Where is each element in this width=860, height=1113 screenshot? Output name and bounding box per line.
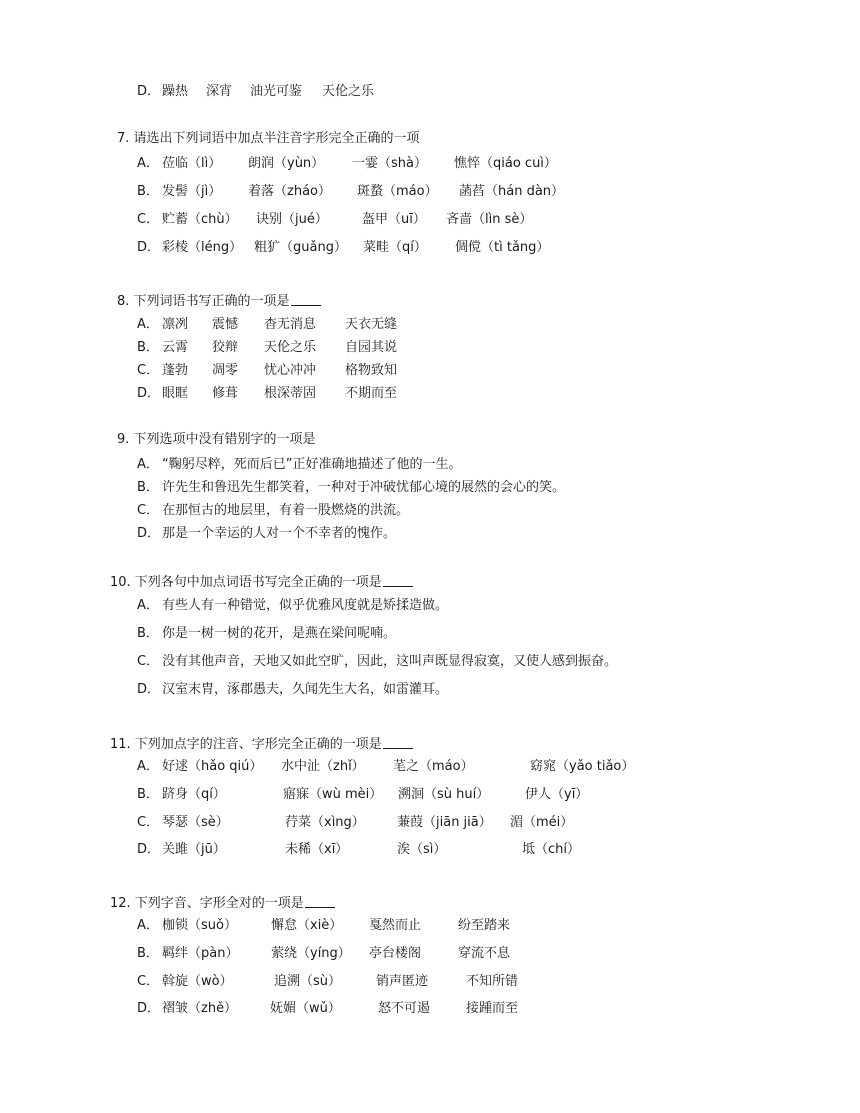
option-item: 诀别（jué） xyxy=(256,212,328,227)
option-item: 朗润（yùn） xyxy=(248,156,325,171)
option-item: 妩媚（wǔ） xyxy=(270,1001,341,1016)
option-item: 凋零 xyxy=(212,363,239,378)
option-item: 凛冽 xyxy=(162,317,189,332)
option-item: 震憾 xyxy=(212,317,239,332)
option-item: 怒不可遏 xyxy=(378,1001,431,1016)
option-item: 销声匿迹 xyxy=(376,974,429,989)
option-item: 接踵而至 xyxy=(466,1001,519,1016)
option-label: D． xyxy=(137,240,161,255)
option-text: 在那恒古的地层里，有着一股燃烧的洪流。 xyxy=(162,503,410,518)
option-row xyxy=(137,83,160,101)
answer-blank xyxy=(291,291,321,306)
option-item: 忧心冲冲 xyxy=(264,363,317,378)
option-item: 跻身（qí） xyxy=(162,787,226,802)
option-item: 眼眶 xyxy=(162,386,189,401)
option-item: 杳无消息 xyxy=(264,317,317,332)
option-item: 着落（zháo） xyxy=(248,184,331,199)
option-text: “鞠躬尽粹，死而后已”正好准确地描述了他的一生。 xyxy=(162,457,462,472)
option-label: A． xyxy=(137,457,159,472)
option-item: 修葺 xyxy=(212,386,239,401)
option-item: 窈窕（yǎo tiǎo） xyxy=(530,759,635,774)
option-label: A． xyxy=(137,317,159,332)
option-label: C． xyxy=(137,503,160,518)
option-item: 吝啬（lìn sè） xyxy=(446,212,533,227)
option-item: 关雎（jū） xyxy=(162,842,226,857)
question-stem-text: 12. 下列字音、字形全对的一项是 xyxy=(110,896,304,911)
option-label: B． xyxy=(137,946,159,961)
option-label: C． xyxy=(137,363,160,378)
option-label: B． xyxy=(137,184,159,199)
option-item: 彩棱（léng） xyxy=(162,240,243,255)
option-item: 躁热 xyxy=(162,84,189,99)
option-label: B． xyxy=(137,480,159,495)
option-label: C． xyxy=(137,815,160,830)
option-item: 贮蓄（chù） xyxy=(162,212,238,227)
option-item: 未稀（xī） xyxy=(285,842,349,857)
option-item: 戛然而止 xyxy=(369,918,422,933)
option-item: 坻（chí） xyxy=(522,842,580,857)
option-item: 纷至踏来 xyxy=(458,918,511,933)
option-item: 褶皱（zhě） xyxy=(162,1001,238,1016)
question-stem-text: 10. 下列各句中加点词语书写完全正确的一项是 xyxy=(110,575,382,590)
option-label: D． xyxy=(137,842,161,857)
option-label: B． xyxy=(137,340,159,355)
answer-blank xyxy=(383,572,413,587)
option-label: D． xyxy=(137,84,161,99)
option-item: 追溯（sù） xyxy=(274,974,342,989)
option-item: 天伦之乐 xyxy=(322,84,375,99)
option-item: 自园其说 xyxy=(345,340,398,355)
option-item: 盔甲（uī） xyxy=(362,212,426,227)
option-item: 根深蒂固 xyxy=(264,386,317,401)
option-text: 汉室末胄，涿郡愚夫，久闻先生大名，如雷灌耳。 xyxy=(162,682,449,697)
option-item: 憔悴（qiáo cuì） xyxy=(454,156,557,171)
option-item: 粗犷（guǎng） xyxy=(254,240,347,255)
question-stem-text: 8. 下列词语书写正确的一项是 xyxy=(117,294,290,309)
option-item: 云霄 xyxy=(162,340,189,355)
option-item: 伊人（yī） xyxy=(525,787,589,802)
option-label: D． xyxy=(137,386,161,401)
question-stem xyxy=(110,893,335,913)
option-item: 好逑（hǎo qiú） xyxy=(162,759,263,774)
option-text: 没有其他声音，天地又如此空旷，因此，这叫声既显得寂寞，又使人感到振奋。 xyxy=(162,654,618,669)
question-stem xyxy=(117,291,321,311)
option-text: 许先生和鲁迅先生都笑着，一种对于冲破忧郁心境的展然的会心的笑。 xyxy=(162,480,566,495)
option-text: 有些人有一种错觉，似乎优雅风度就是矫揉造做。 xyxy=(162,598,449,613)
option-item: 格物致知 xyxy=(345,363,398,378)
option-label: B． xyxy=(137,626,159,641)
option-item: 溯洄（sù huí） xyxy=(398,787,490,802)
question-stem: 9. 下列选项中没有错别字的一项是 xyxy=(117,432,316,447)
option-label: C． xyxy=(137,212,160,227)
option-label: A． xyxy=(137,156,159,171)
option-item: 菜畦（qí） xyxy=(363,240,427,255)
option-item: 涘（sì） xyxy=(397,842,447,857)
answer-blank xyxy=(305,893,335,908)
question-stem xyxy=(110,734,413,754)
option-item: 萦绕（yíng） xyxy=(271,946,351,961)
option-item: 天伦之乐 xyxy=(264,340,317,355)
option-item: 蒹葭（jiān jiā） xyxy=(397,815,492,830)
option-item: 水中沚（zhǐ） xyxy=(281,759,365,774)
option-item: 发髻（jì） xyxy=(162,184,222,199)
option-label: A． xyxy=(137,918,159,933)
option-item: 穿流不息 xyxy=(458,946,511,961)
question-stem: 7. 请选出下列词语中加点半注音字形完全正确的一项 xyxy=(117,131,420,146)
option-item: 湄（méi） xyxy=(510,815,574,830)
option-item: 莅临（lì） xyxy=(162,156,222,171)
option-item: 蓬勃 xyxy=(162,363,189,378)
option-item: 不期而至 xyxy=(345,386,398,401)
option-item: 狡辩 xyxy=(212,340,239,355)
option-label: A． xyxy=(137,598,159,613)
question-stem-text: 11. 下列加点字的注音、字形完全正确的一项是 xyxy=(110,737,382,752)
option-item: 亭台楼阁 xyxy=(369,946,422,961)
option-label: A． xyxy=(137,759,159,774)
question-stem xyxy=(110,572,413,592)
option-item: 天衣无缝 xyxy=(345,317,398,332)
option-item: 倜傥（tì tǎng） xyxy=(455,240,550,255)
option-item: 菡萏（hán dàn） xyxy=(459,184,565,199)
option-label: D． xyxy=(137,682,161,697)
option-item: 琴瑟（sè） xyxy=(162,815,229,830)
option-item: 寤寐（wù mèi） xyxy=(283,787,383,802)
option-item: 深宵 xyxy=(206,84,233,99)
option-item: 不知所错 xyxy=(466,974,519,989)
option-item: 枷锁（suǒ） xyxy=(162,918,237,933)
option-label: C． xyxy=(137,654,160,669)
option-item: 荇菜（xìng） xyxy=(285,815,365,830)
answer-blank xyxy=(383,734,413,749)
option-text: 你是一树一树的花开，是燕在梁间呢喃。 xyxy=(162,626,397,641)
option-label: D． xyxy=(137,526,161,541)
option-label: B． xyxy=(137,787,159,802)
option-item: 斡旋（wò） xyxy=(162,974,233,989)
option-item: 羁绊（pàn） xyxy=(162,946,239,961)
option-label: D． xyxy=(137,1001,161,1016)
option-item: 油光可鉴 xyxy=(250,84,303,99)
option-label: C． xyxy=(137,974,160,989)
option-item: 一霎（shà） xyxy=(352,156,427,171)
option-item: 懈怠（xiè） xyxy=(271,918,343,933)
option-item: 斑蝥（máo） xyxy=(357,184,438,199)
option-text: 那是一个幸运的人对一个不幸者的愧作。 xyxy=(162,526,397,541)
option-item: 芼之（máo） xyxy=(393,759,474,774)
